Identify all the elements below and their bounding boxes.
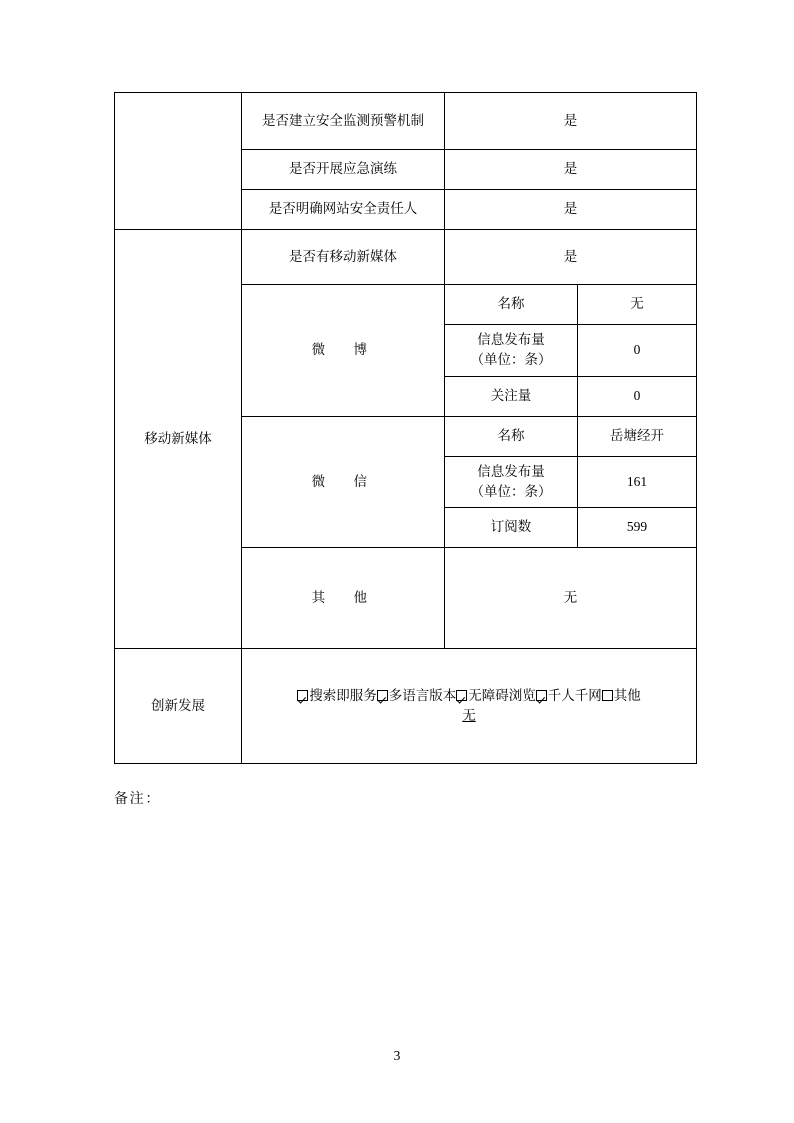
remark-label: 备注： bbox=[114, 792, 162, 807]
innovation-option-label: 多语言版本 bbox=[388, 687, 457, 703]
page-number: 3 bbox=[393, 1048, 401, 1063]
weibo-publish-value: 0 bbox=[578, 325, 697, 377]
wechat-publish-label-line2: （单位：条） bbox=[470, 483, 552, 499]
innovation-option-label: 搜索即服务 bbox=[309, 687, 377, 703]
mobile-media-header: 移动新媒体 bbox=[115, 230, 242, 649]
innovation-other-text: 无 bbox=[462, 708, 476, 723]
innovation-label: 创新发展 bbox=[115, 649, 242, 764]
checkbox-checked-icon[interactable] bbox=[377, 690, 388, 701]
innovation-options-cell bbox=[242, 649, 697, 764]
innovation-option-other[interactable] bbox=[602, 688, 641, 703]
other-value: 无 bbox=[445, 548, 697, 649]
innovation-other-text-wrap bbox=[246, 706, 692, 726]
wechat-publish-label-line1: 信息发布量 bbox=[477, 463, 545, 479]
weibo-name-label: 名称 bbox=[445, 285, 578, 325]
weibo-publish-label-line2: （单位：条） bbox=[470, 352, 552, 368]
weibo-publish-label-line1: 信息发布量 bbox=[477, 332, 545, 347]
innovation-option-personalized[interactable] bbox=[536, 688, 602, 703]
weibo-publish-label bbox=[445, 325, 578, 377]
security-warning-label: 是否建立安全监测预警机制 bbox=[242, 93, 445, 150]
wechat-subscribe-label: 订阅数 bbox=[445, 508, 578, 548]
wechat-subscribe-value: 599 bbox=[578, 508, 697, 548]
checkbox-checked-icon[interactable] bbox=[297, 690, 308, 701]
security-officer-value: 是 bbox=[445, 190, 697, 230]
innovation-option-multilang[interactable] bbox=[377, 688, 457, 703]
emergency-drill-value: 是 bbox=[445, 150, 697, 190]
other-label: 其 他 bbox=[242, 548, 445, 649]
innovation-option-label: 无障碍浏览 bbox=[468, 687, 536, 703]
weibo-follow-value: 0 bbox=[578, 376, 697, 416]
table-row bbox=[115, 93, 697, 150]
wechat-publish-value: 161 bbox=[578, 456, 697, 508]
security-warning-value: 是 bbox=[445, 93, 697, 150]
innovation-option-search[interactable] bbox=[297, 688, 377, 703]
table-row bbox=[115, 649, 697, 764]
section-blank-cell bbox=[115, 93, 242, 230]
weibo-name-value: 无 bbox=[578, 285, 697, 325]
innovation-option-label: 其他 bbox=[613, 687, 641, 703]
checkbox-unchecked-icon[interactable] bbox=[602, 690, 613, 701]
weibo-follow-label: 关注量 bbox=[445, 376, 578, 416]
wechat-label: 微 信 bbox=[242, 416, 445, 548]
security-officer-label: 是否明确网站安全责任人 bbox=[242, 190, 445, 230]
table-row bbox=[115, 230, 697, 285]
checkbox-checked-icon[interactable] bbox=[536, 690, 547, 701]
wechat-name-value: 岳塘经开 bbox=[578, 416, 697, 456]
wechat-name-label: 名称 bbox=[445, 416, 578, 456]
checkbox-checked-icon[interactable] bbox=[456, 690, 467, 701]
innovation-option-accessibility[interactable] bbox=[456, 688, 536, 703]
has-mobile-media-label: 是否有移动新媒体 bbox=[242, 230, 445, 285]
emergency-drill-label: 是否开展应急演练 bbox=[242, 150, 445, 190]
innovation-option-label: 千人千网 bbox=[547, 687, 602, 703]
wechat-publish-label bbox=[445, 456, 578, 508]
weibo-label: 微 博 bbox=[242, 285, 445, 417]
has-mobile-media-value: 是 bbox=[445, 230, 697, 285]
disclosure-table bbox=[114, 92, 697, 764]
